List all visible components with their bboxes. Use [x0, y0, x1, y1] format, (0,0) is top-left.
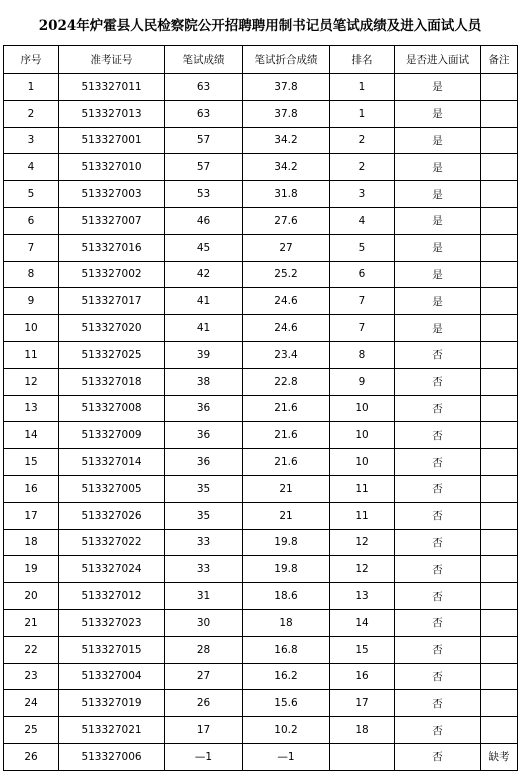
- cell-score: 17: [165, 717, 243, 744]
- cell-rank: 11: [330, 475, 395, 502]
- cell-score: 27: [165, 663, 243, 690]
- cell-score: 31: [165, 583, 243, 610]
- table-row: [4, 261, 518, 288]
- cell-rank: 7: [330, 315, 395, 342]
- cell-note: [481, 690, 518, 717]
- table-row: [4, 583, 518, 610]
- table-row: [4, 368, 518, 395]
- table-row: [4, 315, 518, 342]
- column-header-seq: 序号: [4, 46, 59, 74]
- cell-note: [481, 207, 518, 234]
- cell-rank: 2: [330, 154, 395, 181]
- cell-seq: 3: [4, 127, 59, 154]
- cell-exam-id: 513327020: [59, 315, 165, 342]
- cell-note: [481, 234, 518, 261]
- cell-score: 63: [165, 74, 243, 101]
- cell-note: [481, 556, 518, 583]
- score-table: [3, 45, 518, 771]
- cell-interview: 否: [395, 475, 481, 502]
- cell-seq: 12: [4, 368, 59, 395]
- cell-rank: 17: [330, 690, 395, 717]
- table-row: [4, 422, 518, 449]
- cell-interview: 是: [395, 315, 481, 342]
- cell-exam-id: 513327012: [59, 583, 165, 610]
- cell-rank: 12: [330, 556, 395, 583]
- cell-interview: 是: [395, 207, 481, 234]
- cell-rank: 3: [330, 181, 395, 208]
- column-header-converted-score: 笔试折合成绩: [243, 46, 330, 74]
- cell-note: [481, 288, 518, 315]
- cell-interview: 是: [395, 100, 481, 127]
- cell-score: 57: [165, 154, 243, 181]
- cell-seq: 22: [4, 636, 59, 663]
- table-row: [4, 127, 518, 154]
- cell-interview: 否: [395, 636, 481, 663]
- cell-exam-id: 513327011: [59, 74, 165, 101]
- table-row: [4, 636, 518, 663]
- cell-seq: 17: [4, 502, 59, 529]
- cell-score: 57: [165, 127, 243, 154]
- cell-rank: 10: [330, 395, 395, 422]
- cell-interview: 是: [395, 74, 481, 101]
- cell-score: 36: [165, 449, 243, 476]
- cell-note: [481, 100, 518, 127]
- cell-converted-score: 10.2: [243, 717, 330, 744]
- cell-seq: 8: [4, 261, 59, 288]
- column-header-exam-id: 准考证号: [59, 46, 165, 74]
- cell-score: 38: [165, 368, 243, 395]
- cell-note: [481, 475, 518, 502]
- cell-note: [481, 368, 518, 395]
- cell-rank: 13: [330, 583, 395, 610]
- cell-converted-score: 16.2: [243, 663, 330, 690]
- cell-score: 63: [165, 100, 243, 127]
- cell-note: 缺考: [481, 743, 518, 770]
- cell-seq: 15: [4, 449, 59, 476]
- cell-interview: 是: [395, 154, 481, 181]
- cell-interview: 否: [395, 368, 481, 395]
- cell-note: [481, 422, 518, 449]
- cell-converted-score: 21.6: [243, 449, 330, 476]
- cell-converted-score: 37.8: [243, 74, 330, 101]
- cell-interview: 是: [395, 261, 481, 288]
- cell-interview: 否: [395, 395, 481, 422]
- cell-rank: 4: [330, 207, 395, 234]
- cell-seq: 11: [4, 341, 59, 368]
- cell-score: 35: [165, 502, 243, 529]
- table-row: [4, 690, 518, 717]
- cell-seq: 1: [4, 74, 59, 101]
- table-row: [4, 234, 518, 261]
- cell-converted-score: 24.6: [243, 315, 330, 342]
- cell-seq: 23: [4, 663, 59, 690]
- table-row: [4, 743, 518, 770]
- cell-converted-score: 23.4: [243, 341, 330, 368]
- cell-exam-id: 513327013: [59, 100, 165, 127]
- cell-seq: 9: [4, 288, 59, 315]
- table-row: [4, 475, 518, 502]
- cell-converted-score: 21.6: [243, 422, 330, 449]
- cell-interview: 否: [395, 529, 481, 556]
- cell-exam-id: 513327017: [59, 288, 165, 315]
- cell-exam-id: 513327009: [59, 422, 165, 449]
- cell-seq: 6: [4, 207, 59, 234]
- cell-exam-id: 513327023: [59, 609, 165, 636]
- cell-rank: 9: [330, 368, 395, 395]
- cell-exam-id: 513327001: [59, 127, 165, 154]
- cell-converted-score: 18: [243, 609, 330, 636]
- cell-converted-score: —1: [243, 743, 330, 770]
- cell-converted-score: 25.2: [243, 261, 330, 288]
- cell-note: [481, 717, 518, 744]
- cell-interview: 否: [395, 556, 481, 583]
- cell-rank: 15: [330, 636, 395, 663]
- cell-score: 33: [165, 529, 243, 556]
- table-header-row: [4, 46, 518, 74]
- table-row: [4, 717, 518, 744]
- table-row: [4, 181, 518, 208]
- cell-seq: 18: [4, 529, 59, 556]
- cell-rank: 5: [330, 234, 395, 261]
- cell-converted-score: 21: [243, 475, 330, 502]
- table-row: [4, 74, 518, 101]
- cell-score: 35: [165, 475, 243, 502]
- cell-note: [481, 449, 518, 476]
- cell-rank: 18: [330, 717, 395, 744]
- column-header-score: 笔试成绩: [165, 46, 243, 74]
- cell-score: 41: [165, 288, 243, 315]
- cell-score: 53: [165, 181, 243, 208]
- cell-exam-id: 513327018: [59, 368, 165, 395]
- cell-exam-id: 513327002: [59, 261, 165, 288]
- cell-converted-score: 22.8: [243, 368, 330, 395]
- table-row: [4, 556, 518, 583]
- cell-exam-id: 513327004: [59, 663, 165, 690]
- cell-score: 42: [165, 261, 243, 288]
- cell-converted-score: 19.8: [243, 556, 330, 583]
- cell-seq: 13: [4, 395, 59, 422]
- cell-score: 33: [165, 556, 243, 583]
- table-row: [4, 449, 518, 476]
- cell-interview: 否: [395, 502, 481, 529]
- table-row: [4, 395, 518, 422]
- cell-note: [481, 74, 518, 101]
- cell-rank: 7: [330, 288, 395, 315]
- table-row: [4, 663, 518, 690]
- cell-score: —1: [165, 743, 243, 770]
- cell-note: [481, 609, 518, 636]
- cell-interview: 是: [395, 234, 481, 261]
- cell-interview: 否: [395, 690, 481, 717]
- cell-score: 36: [165, 422, 243, 449]
- cell-interview: 否: [395, 609, 481, 636]
- cell-converted-score: 16.8: [243, 636, 330, 663]
- cell-seq: 10: [4, 315, 59, 342]
- cell-note: [481, 502, 518, 529]
- cell-exam-id: 513327022: [59, 529, 165, 556]
- cell-note: [481, 583, 518, 610]
- cell-converted-score: 34.2: [243, 154, 330, 181]
- cell-score: 45: [165, 234, 243, 261]
- cell-seq: 24: [4, 690, 59, 717]
- cell-rank: 2: [330, 127, 395, 154]
- cell-note: [481, 181, 518, 208]
- cell-converted-score: 18.6: [243, 583, 330, 610]
- cell-exam-id: 513327016: [59, 234, 165, 261]
- cell-converted-score: 21.6: [243, 395, 330, 422]
- cell-interview: 是: [395, 181, 481, 208]
- cell-interview: 否: [395, 717, 481, 744]
- cell-note: [481, 315, 518, 342]
- cell-exam-id: 513327010: [59, 154, 165, 181]
- cell-converted-score: 21: [243, 502, 330, 529]
- cell-score: 41: [165, 315, 243, 342]
- cell-rank: 1: [330, 100, 395, 127]
- cell-interview: 否: [395, 743, 481, 770]
- cell-exam-id: 513327021: [59, 717, 165, 744]
- cell-converted-score: 37.8: [243, 100, 330, 127]
- table-body: [4, 74, 518, 771]
- cell-note: [481, 395, 518, 422]
- cell-score: 30: [165, 609, 243, 636]
- cell-interview: 否: [395, 449, 481, 476]
- cell-exam-id: 513327003: [59, 181, 165, 208]
- cell-note: [481, 341, 518, 368]
- column-header-rank: 排名: [330, 46, 395, 74]
- cell-converted-score: 27: [243, 234, 330, 261]
- cell-rank: 16: [330, 663, 395, 690]
- cell-seq: 4: [4, 154, 59, 181]
- cell-note: [481, 663, 518, 690]
- table-row: [4, 502, 518, 529]
- cell-converted-score: 19.8: [243, 529, 330, 556]
- cell-seq: 26: [4, 743, 59, 770]
- cell-seq: 5: [4, 181, 59, 208]
- cell-score: 28: [165, 636, 243, 663]
- cell-interview: 是: [395, 127, 481, 154]
- cell-converted-score: 34.2: [243, 127, 330, 154]
- cell-exam-id: 513327026: [59, 502, 165, 529]
- cell-score: 39: [165, 341, 243, 368]
- cell-rank: 14: [330, 609, 395, 636]
- table-row: [4, 100, 518, 127]
- cell-converted-score: 24.6: [243, 288, 330, 315]
- cell-seq: 2: [4, 100, 59, 127]
- cell-rank: [330, 743, 395, 770]
- cell-rank: 10: [330, 422, 395, 449]
- cell-exam-id: 513327025: [59, 341, 165, 368]
- cell-seq: 7: [4, 234, 59, 261]
- table-row: [4, 609, 518, 636]
- cell-seq: 14: [4, 422, 59, 449]
- cell-interview: 否: [395, 663, 481, 690]
- cell-rank: 1: [330, 74, 395, 101]
- cell-interview: 否: [395, 341, 481, 368]
- table-row: [4, 154, 518, 181]
- cell-converted-score: 15.6: [243, 690, 330, 717]
- cell-exam-id: 513327006: [59, 743, 165, 770]
- cell-rank: 11: [330, 502, 395, 529]
- cell-exam-id: 513327019: [59, 690, 165, 717]
- cell-seq: 25: [4, 717, 59, 744]
- cell-note: [481, 636, 518, 663]
- cell-note: [481, 261, 518, 288]
- cell-rank: 10: [330, 449, 395, 476]
- cell-exam-id: 513327024: [59, 556, 165, 583]
- cell-note: [481, 127, 518, 154]
- cell-rank: 8: [330, 341, 395, 368]
- cell-exam-id: 513327005: [59, 475, 165, 502]
- cell-interview: 是: [395, 288, 481, 315]
- cell-rank: 12: [330, 529, 395, 556]
- cell-score: 46: [165, 207, 243, 234]
- cell-exam-id: 513327007: [59, 207, 165, 234]
- table-row: [4, 288, 518, 315]
- cell-seq: 19: [4, 556, 59, 583]
- cell-note: [481, 529, 518, 556]
- cell-seq: 20: [4, 583, 59, 610]
- cell-note: [481, 154, 518, 181]
- column-header-interview: 是否进入面试: [395, 46, 481, 74]
- table-row: [4, 529, 518, 556]
- cell-score: 26: [165, 690, 243, 717]
- cell-seq: 16: [4, 475, 59, 502]
- cell-converted-score: 31.8: [243, 181, 330, 208]
- cell-exam-id: 513327014: [59, 449, 165, 476]
- cell-exam-id: 513327015: [59, 636, 165, 663]
- table-row: [4, 341, 518, 368]
- cell-score: 36: [165, 395, 243, 422]
- cell-interview: 否: [395, 583, 481, 610]
- cell-exam-id: 513327008: [59, 395, 165, 422]
- cell-interview: 否: [395, 422, 481, 449]
- cell-converted-score: 27.6: [243, 207, 330, 234]
- cell-seq: 21: [4, 609, 59, 636]
- page-title: 2024年炉霍县人民检察院公开招聘聘用制书记员笔试成绩及进入面试人员: [38, 18, 482, 34]
- column-header-note: 备注: [481, 46, 518, 74]
- cell-rank: 6: [330, 261, 395, 288]
- table-row: [4, 207, 518, 234]
